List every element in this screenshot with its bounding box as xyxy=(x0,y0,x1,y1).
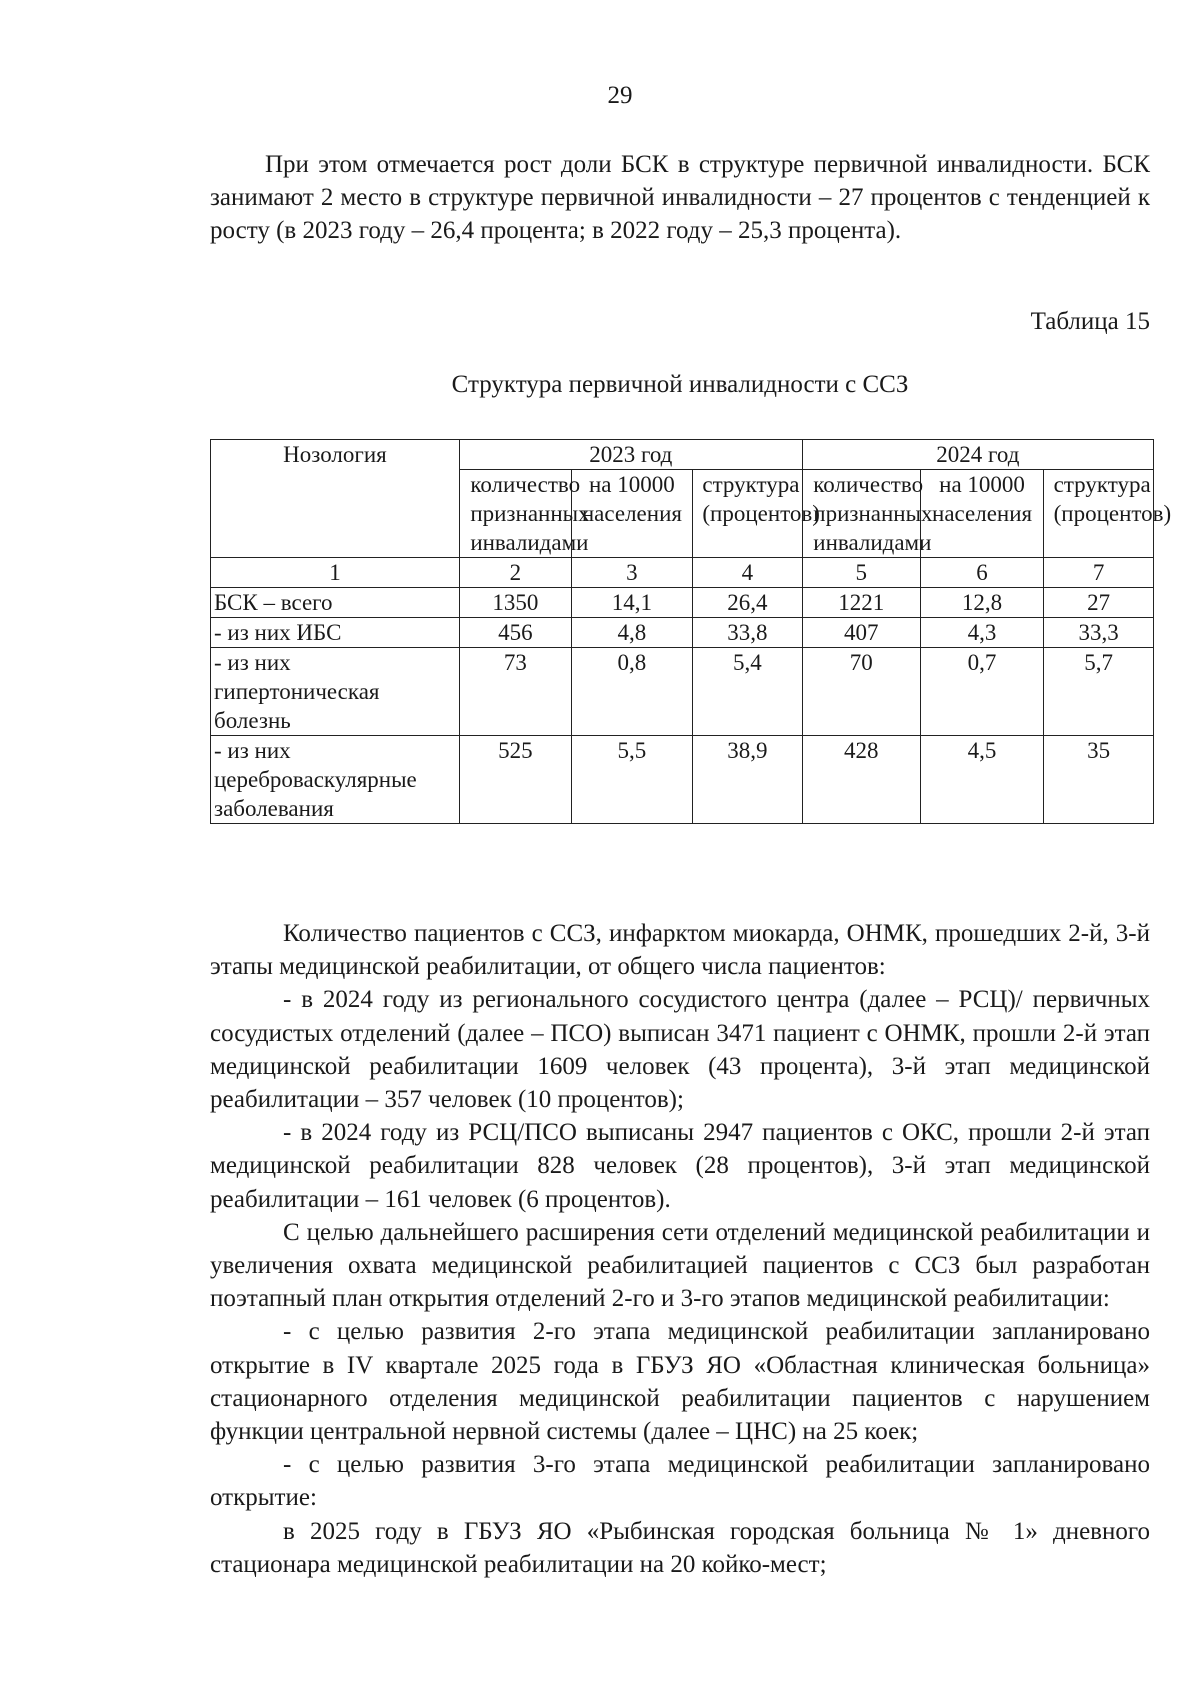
table-cell: 428 xyxy=(802,736,920,824)
table-cell: 12,8 xyxy=(920,588,1043,618)
table-row xyxy=(211,618,1154,648)
page-number: 29 xyxy=(607,82,633,109)
column-number-row xyxy=(211,558,1154,588)
table-cell: 33,3 xyxy=(1044,618,1154,648)
paragraph-oks-rehab: - в 2024 году из РСЦ/ПСО выписаны 2947 пациентов с ОКС, прошли 2-й этап медицинской реабилитации 828 человек (28 процентов), 3-й этап медицинской реабилитации – 161 человек (6 процентов). xyxy=(210,1119,1150,1213)
intro-paragraph: При этом отмечается рост доли БСК в структуре первичной инвалидности. БСК занимают 2 место в структуре первичной инвалидности – 27 процентов с тенденцией к росту (в 2023 году – 26,4 процента; в 2022 году – 25,3 процента). xyxy=(210,151,1150,244)
table-cell: 4,3 xyxy=(920,618,1043,648)
paragraph-rybinsk-hospital: в 2025 году в ГБУЗ ЯО «Рыбинская городская больница № 1» дневного стационара медицинской реабилитации на 20 койко-мест; xyxy=(210,1517,1150,1578)
table-row xyxy=(211,588,1154,618)
body-text xyxy=(210,917,1150,1581)
table-cell: 1350 xyxy=(459,588,571,618)
table-title: Структура первичной инвалидности с ССЗ xyxy=(451,371,909,398)
table-cell: 456 xyxy=(459,618,571,648)
header-year-2023: 2023 год xyxy=(459,440,802,470)
subheader-per10000-2023: на 10000 населения xyxy=(571,470,692,558)
paragraph-onmk-rehab: - в 2024 году из регионального сосудистого центра (далее – РСЦ)/ первичных сосудистых отделений (далее – ПСО) выписан 3471 пациент с ОНМК, прошли 2-й этап медицинской реабилитации 1609 человек (43 процента), 3-й этап медицинской реабилитации – 357 человек (10 процентов); xyxy=(210,986,1150,1114)
table-cell: 35 xyxy=(1044,736,1154,824)
column-number: 6 xyxy=(920,558,1043,588)
paragraph-patients-count: Количество пациентов с ССЗ, инфарктом миокарда, ОНМК, прошедших 2-й, 3-й этапы медицинской реабилитации, от общего числа пациентов: xyxy=(210,920,1150,981)
table-cell: 525 xyxy=(459,736,571,824)
table-cell: 27 xyxy=(1044,588,1154,618)
row-label: - из них гипертоническая болезнь xyxy=(211,648,460,736)
table-header-row xyxy=(211,440,1154,470)
subheader-structure-2023: структура (процентов) xyxy=(693,470,803,558)
table-cell: 14,1 xyxy=(571,588,692,618)
paragraph-network-expansion: С целью дальнейшего расширения сети отделений медицинской реабилитации и увеличения охвата медицинской реабилитацией пациентов с ССЗ был разработан поэтапный план открытия отделений 2-го и 3-го этапов медицинской реабилитации: xyxy=(210,1218,1150,1313)
table-cell: 4,5 xyxy=(920,736,1043,824)
column-number: 7 xyxy=(1044,558,1154,588)
table-cell: 26,4 xyxy=(693,588,803,618)
table-cell: 33,8 xyxy=(693,618,803,648)
table-cell: 5,4 xyxy=(693,648,803,736)
table-row xyxy=(211,648,1154,736)
table-cell: 70 xyxy=(802,648,920,736)
table-label: Таблица 15 xyxy=(1030,308,1150,335)
subheader-per10000-2024: на 10000 населения xyxy=(920,470,1043,558)
column-number: 2 xyxy=(459,558,571,588)
row-label: - из них цереброваскулярные заболевания xyxy=(211,736,460,824)
disability-table xyxy=(210,439,1172,824)
row-label: БСК – всего xyxy=(211,588,460,618)
table-cell: 1221 xyxy=(802,588,920,618)
table-cell: 5,5 xyxy=(571,736,692,824)
table-cell: 0,7 xyxy=(920,648,1043,736)
table-row xyxy=(211,736,1154,824)
table-cell: 38,9 xyxy=(693,736,803,824)
paragraph-stage2-plan: - с целью развития 2-го этапа медицинской реабилитации запланировано открытие в IV квартале 2025 года в ГБУЗ ЯО «Областная клиническая больница» стационарного отделения медицинской реабилитации пациентов с нарушением функции центральной нервной системы (далее – ЦНС) на 25 коек; xyxy=(210,1318,1150,1446)
subheader-structure-2024: структура (процентов) xyxy=(1044,470,1154,558)
table-cell: 407 xyxy=(802,618,920,648)
column-number: 3 xyxy=(571,558,692,588)
header-year-2024: 2024 год xyxy=(802,440,1153,470)
paragraph-stage3-plan: - с целью развития 3-го этапа медицинской реабилитации запланировано открытие: xyxy=(210,1451,1150,1512)
column-number: 4 xyxy=(693,558,803,588)
table-cell: 4,8 xyxy=(571,618,692,648)
column-number: 5 xyxy=(802,558,920,588)
row-label: - из них ИБС xyxy=(211,618,460,648)
subheader-count-2024: количество признанных инвалидами xyxy=(802,470,920,558)
table-cell: 0,8 xyxy=(571,648,692,736)
column-number: 1 xyxy=(211,558,460,588)
subheader-count-2023: количество признанных инвалидами xyxy=(459,470,571,558)
table-cell: 5,7 xyxy=(1044,648,1154,736)
header-nozology: Нозология xyxy=(211,440,460,558)
table-cell: 73 xyxy=(459,648,571,736)
